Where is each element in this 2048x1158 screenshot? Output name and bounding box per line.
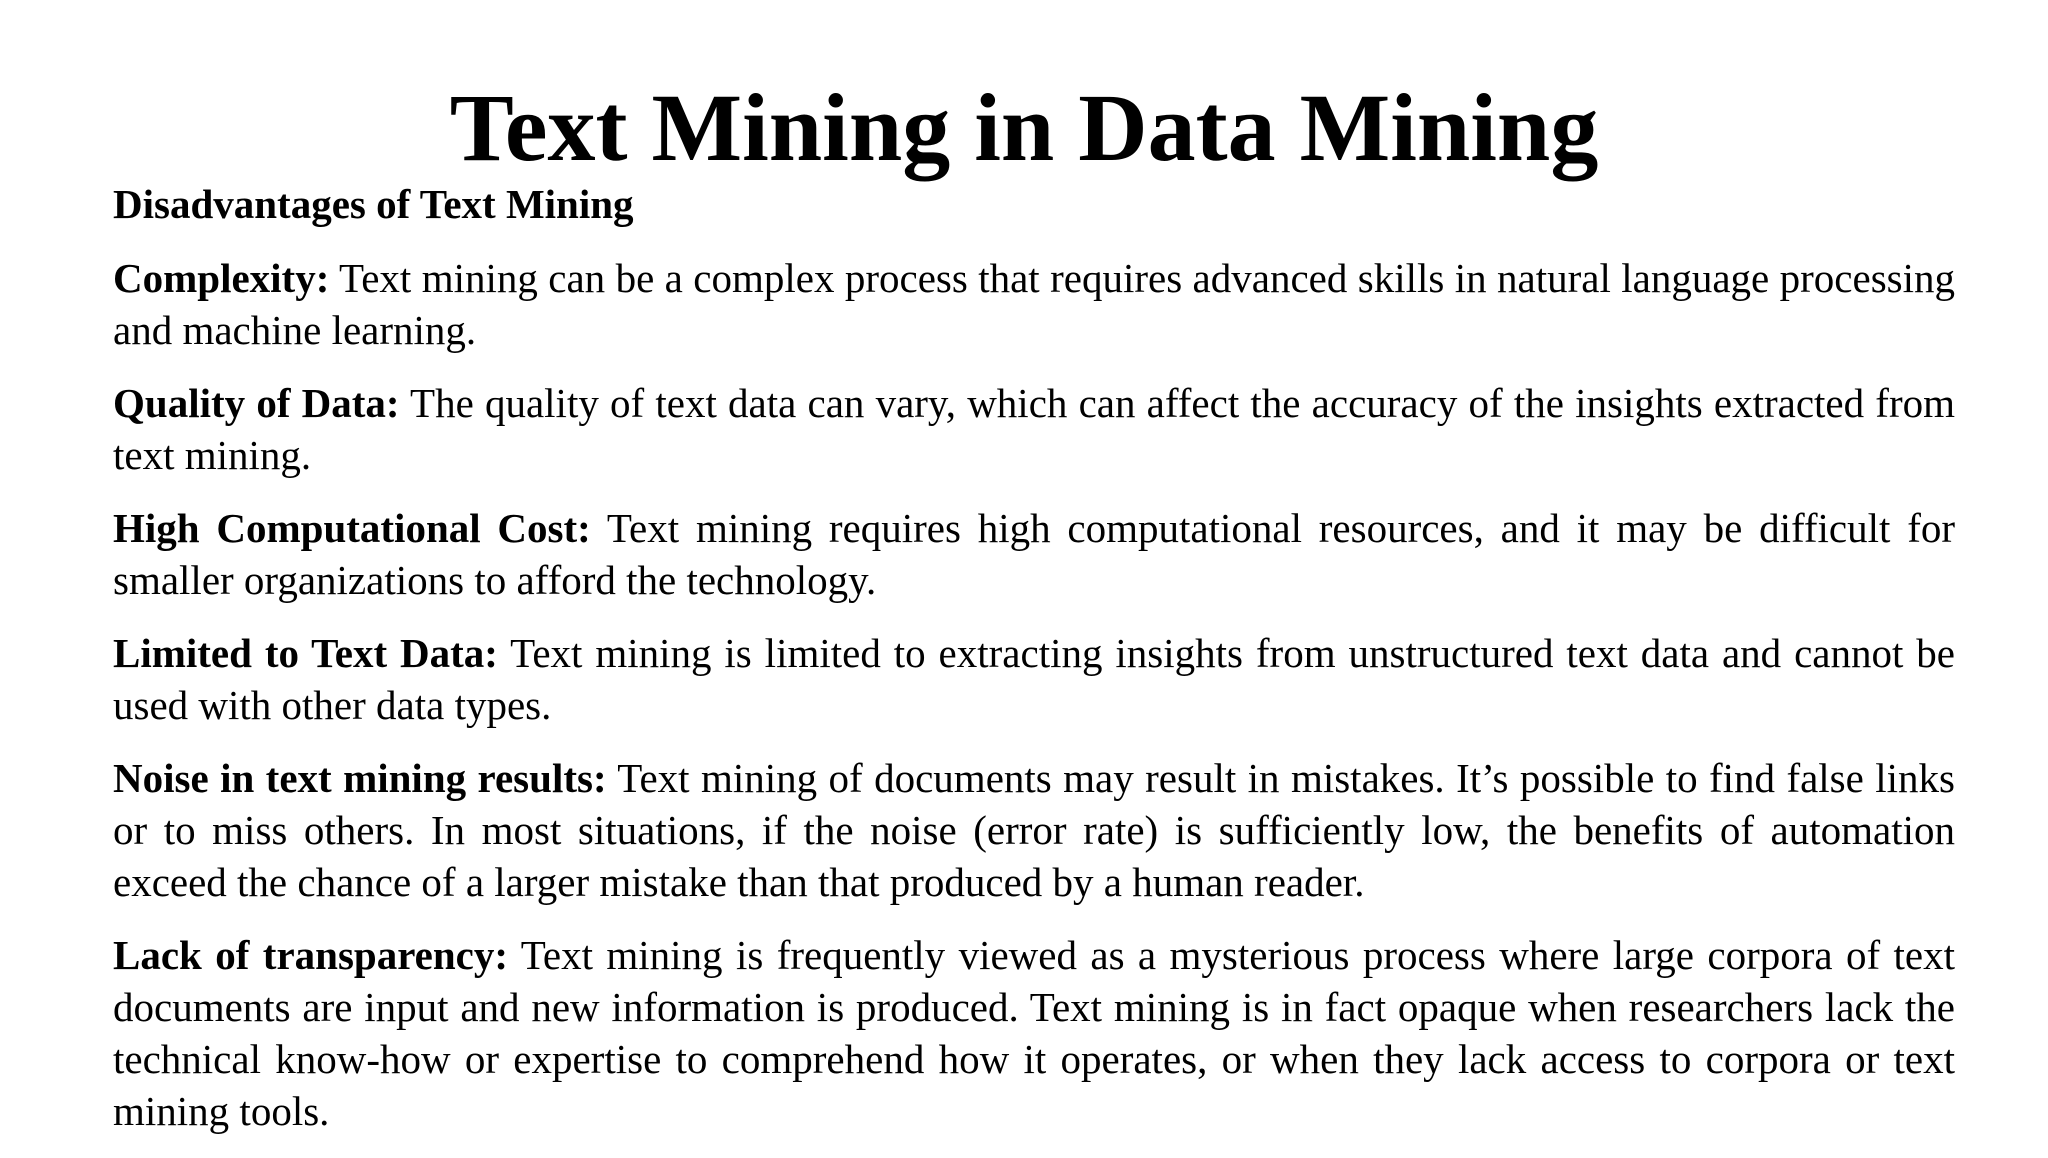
- page-title: Text Mining in Data Mining: [449, 74, 1599, 181]
- paragraph-text: Text mining of documents may result in mistakes. It’s possible to find false links or to miss others. In most situations, if the noise (error rate) is sufficiently low, the benefits of automation exceed the chance of a larger mistake than that produced by a human reader.: [113, 755, 1955, 905]
- paragraph-noise-in-results: [113, 752, 1955, 908]
- section-heading: Disadvantages of Text Mining: [113, 181, 634, 227]
- paragraph-text: Text mining is frequently viewed as a mysterious process where large corpora of text documents are input and new information is produced. Text mining is in fact opaque when researchers lack the technical know-how or expertise to comprehend how it operates, or when they lack access to corpora or text mining tools.: [113, 932, 1956, 1134]
- paragraph-complexity: [113, 252, 1955, 356]
- term-label: Quality of Data:: [113, 380, 400, 426]
- paragraph-limited-to-text-data: [113, 627, 1955, 731]
- term-label: Complexity:: [113, 255, 330, 301]
- paragraph-text: The quality of text data can vary, which can affect the accuracy of the insights extracted from text mining.: [113, 380, 1955, 478]
- term-label: Lack of transparency:: [113, 932, 509, 978]
- paragraph-high-computational-cost: [113, 502, 1955, 606]
- paragraph-text: Text mining requires high computational resources, and it may be difficult for smaller organizations to afford the technology.: [113, 505, 1955, 603]
- paragraph-text: Text mining is limited to extracting insights from unstructured text data and cannot be used with other data types.: [113, 630, 1955, 728]
- paragraph-quality-of-data: [113, 377, 1955, 481]
- paragraph-text: Text mining can be a complex process that requires advanced skills in natural language processing and machine learning.: [113, 255, 1955, 353]
- paragraph-lack-of-transparency: [113, 929, 1955, 1137]
- slide-content: [113, 178, 1955, 1158]
- term-label: Limited to Text Data:: [113, 630, 498, 676]
- term-label: Noise in text mining results:: [113, 755, 607, 801]
- term-label: High Computational Cost:: [113, 505, 591, 551]
